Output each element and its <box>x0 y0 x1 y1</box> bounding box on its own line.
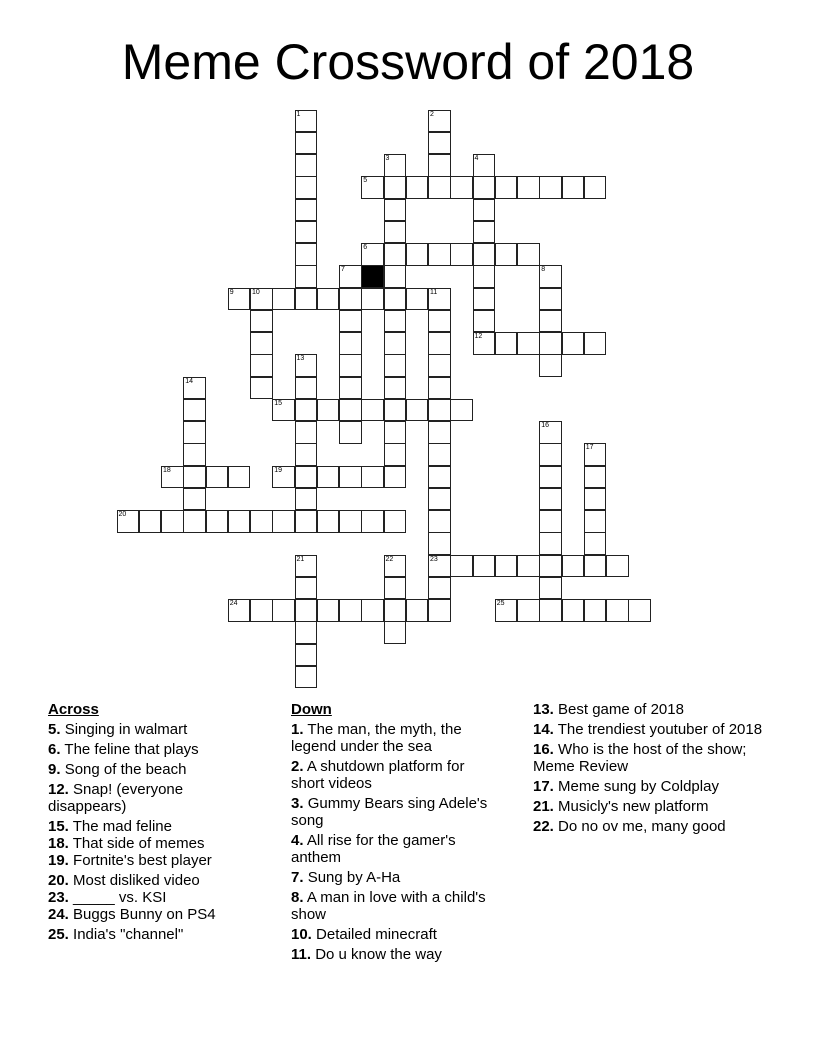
grid-cell[interactable] <box>384 310 407 333</box>
grid-cell[interactable] <box>361 399 384 422</box>
down-clues-continued <box>533 701 763 838</box>
clue-across: 24. Buggs Bunny on PS4 <box>48 906 216 923</box>
clue-number: 15 <box>274 399 283 407</box>
clue-number: 11 <box>430 288 438 296</box>
grid-cell[interactable] <box>272 399 295 422</box>
grid-cell[interactable] <box>539 421 562 444</box>
grid-cell[interactable] <box>428 132 451 155</box>
grid-cell[interactable] <box>584 176 607 199</box>
clue-down: 17. Meme sung by Coldplay <box>533 778 719 795</box>
clue-number: 17 <box>585 444 594 452</box>
clue-across: 25. India's "channel" <box>48 926 184 943</box>
grid-cell[interactable] <box>272 288 295 311</box>
across-clues <box>48 701 258 946</box>
grid-cell[interactable] <box>428 399 451 422</box>
grid-cell[interactable] <box>295 154 318 177</box>
down-heading: Down <box>291 701 332 718</box>
grid-cell[interactable] <box>428 354 451 377</box>
grid-cell[interactable] <box>584 532 607 555</box>
grid-cell[interactable] <box>339 466 362 489</box>
grid-cell[interactable] <box>295 243 318 266</box>
grid-cell[interactable] <box>473 310 496 333</box>
grid-cell[interactable] <box>295 110 318 133</box>
clue-number: 20 <box>118 511 127 518</box>
grid-cell[interactable] <box>539 310 562 333</box>
grid-cell[interactable] <box>384 332 407 355</box>
clue-number: 4 <box>474 155 479 162</box>
grid-cell[interactable] <box>384 176 407 199</box>
clue-number: 19 <box>274 466 283 474</box>
grid-cell[interactable] <box>339 599 362 622</box>
clue-number: 25 <box>496 600 505 607</box>
grid-cell[interactable] <box>406 288 429 311</box>
grid-cell[interactable] <box>250 599 273 622</box>
grid-cell[interactable] <box>295 399 318 422</box>
clue-down: 11. Do u know the way <box>291 946 442 963</box>
clue-down: 14. The trendiest youtuber of 2018 <box>533 721 763 738</box>
clue-down: 16. Who is the host of the show; Meme Review <box>533 741 747 775</box>
grid-cell[interactable] <box>161 510 184 533</box>
grid-cell[interactable] <box>117 510 140 533</box>
grid-cell[interactable] <box>473 555 496 578</box>
grid-cell[interactable] <box>295 132 318 155</box>
grid-cell[interactable] <box>295 354 318 377</box>
grid-cell[interactable] <box>539 354 562 377</box>
clue-across: 18. That side of memes <box>48 835 205 852</box>
grid-cell[interactable] <box>517 599 540 622</box>
across-heading: Across <box>48 701 99 718</box>
grid-cell[interactable] <box>384 354 407 377</box>
grid-cell[interactable] <box>584 466 607 489</box>
grid-cell[interactable] <box>295 644 318 667</box>
grid-cell[interactable] <box>339 354 362 377</box>
grid-cell[interactable] <box>295 599 318 622</box>
grid-cell[interactable] <box>406 599 429 622</box>
clue-down: 22. Do no ov me, many good <box>533 818 726 835</box>
clue-number: 7 <box>341 266 345 274</box>
grid-cell[interactable] <box>250 510 273 533</box>
grid-cell[interactable] <box>206 510 229 533</box>
grid-cell[interactable] <box>428 555 451 578</box>
grid-cell[interactable] <box>206 466 229 489</box>
grid-cell[interactable] <box>384 399 407 422</box>
grid-cell[interactable] <box>428 288 451 311</box>
grid-cell[interactable] <box>517 243 540 266</box>
grid-cell[interactable] <box>339 377 362 400</box>
grid-cell[interactable] <box>183 488 206 511</box>
grid-cell[interactable] <box>517 176 540 199</box>
grid-cell[interactable] <box>584 555 607 578</box>
grid-cell[interactable] <box>539 532 562 555</box>
clue-down: 10. Detailed minecraft <box>291 926 437 943</box>
grid-cell[interactable] <box>183 510 206 533</box>
grid-cell[interactable] <box>317 288 340 311</box>
clue-across: 6. The feline that plays <box>48 741 199 758</box>
grid-cell[interactable] <box>428 599 451 622</box>
grid-cell[interactable] <box>228 599 251 622</box>
grid-cell[interactable] <box>584 488 607 511</box>
grid-cell[interactable] <box>428 488 451 511</box>
grid-cell[interactable] <box>361 176 384 199</box>
grid-cell[interactable] <box>473 243 496 266</box>
grid-cell[interactable] <box>539 443 562 466</box>
grid-cell[interactable] <box>361 599 384 622</box>
grid-cell[interactable] <box>428 377 451 400</box>
grid-cell[interactable] <box>473 265 496 288</box>
grid-cell[interactable] <box>361 243 384 266</box>
grid-cell[interactable] <box>428 577 451 600</box>
grid-cell[interactable] <box>339 332 362 355</box>
down-clues <box>291 701 501 966</box>
grid-cell[interactable] <box>361 510 384 533</box>
grid-cell[interactable] <box>428 310 451 333</box>
grid-cell[interactable] <box>295 466 318 489</box>
grid-cell[interactable] <box>495 332 518 355</box>
grid-cell[interactable] <box>428 154 451 177</box>
grid-cell[interactable] <box>406 176 429 199</box>
grid-cell[interactable] <box>539 466 562 489</box>
clue-across: 15. The mad feline <box>48 818 172 835</box>
grid-cell[interactable] <box>250 354 273 377</box>
grid-cell[interactable] <box>539 510 562 533</box>
grid-cell[interactable] <box>272 510 295 533</box>
grid-cell[interactable] <box>495 599 518 622</box>
grid-cell[interactable] <box>428 176 451 199</box>
clue-number: 5 <box>363 177 368 185</box>
grid-cell[interactable] <box>384 555 407 578</box>
grid-cell[interactable] <box>228 288 251 311</box>
grid-cell[interactable] <box>183 421 206 444</box>
grid-cell[interactable] <box>406 243 429 266</box>
clue-across: 9. Song of the beach <box>48 761 187 778</box>
grid-cell[interactable] <box>272 466 295 489</box>
grid-cell[interactable] <box>139 510 162 533</box>
grid-cell[interactable] <box>428 510 451 533</box>
clue-number: 8 <box>541 266 546 274</box>
grid-cell[interactable] <box>250 288 273 311</box>
grid-cell[interactable] <box>450 176 473 199</box>
grid-cell[interactable] <box>539 488 562 511</box>
clue-down: 4. All rise for the gamer's anthem <box>291 832 456 866</box>
grid-cell[interactable] <box>562 332 585 355</box>
grid-cell[interactable] <box>517 555 540 578</box>
grid-cell[interactable] <box>384 421 407 444</box>
grid-cell[interactable] <box>473 288 496 311</box>
grid-cell[interactable] <box>562 555 585 578</box>
clue-down: 13. Best game of 2018 <box>533 701 684 718</box>
grid-cell[interactable] <box>339 421 362 444</box>
grid-cell[interactable] <box>361 466 384 489</box>
grid-cell[interactable] <box>562 176 585 199</box>
grid-cell[interactable] <box>450 555 473 578</box>
grid-cell[interactable] <box>473 332 496 355</box>
black-square <box>361 265 384 288</box>
grid-cell[interactable] <box>384 154 407 177</box>
grid-cell[interactable] <box>384 599 407 622</box>
grid-cell[interactable] <box>384 577 407 600</box>
grid-cell[interactable] <box>384 199 407 222</box>
grid-cell[interactable] <box>428 110 451 133</box>
clue-number: 1 <box>296 110 301 118</box>
grid-cell[interactable] <box>539 176 562 199</box>
clue-number: 23 <box>430 555 438 563</box>
grid-cell[interactable] <box>384 288 407 311</box>
grid-cell[interactable] <box>339 399 362 422</box>
grid-cell[interactable] <box>384 510 407 533</box>
clue-number: 14 <box>185 377 194 385</box>
grid-cell[interactable] <box>473 154 496 177</box>
grid-cell[interactable] <box>584 332 607 355</box>
clue-down: 7. Sung by A-Ha <box>291 869 401 886</box>
grid-cell[interactable] <box>584 510 607 533</box>
grid-cell[interactable] <box>295 199 318 222</box>
clue-down: 3. Gummy Bears sing Adele's song <box>291 795 488 829</box>
grid-cell[interactable] <box>161 466 184 489</box>
grid-cell[interactable] <box>295 377 318 400</box>
grid-cell[interactable] <box>384 243 407 266</box>
grid-cell[interactable] <box>539 577 562 600</box>
grid-cell[interactable] <box>428 532 451 555</box>
grid-cell[interactable] <box>295 421 318 444</box>
grid-cell[interactable] <box>228 466 251 489</box>
grid-cell[interactable] <box>361 288 384 311</box>
clue-down: 8. A man in love with a child's show <box>291 889 486 923</box>
clue-across: 12. Snap! (everyone disappears) <box>48 781 184 815</box>
grid-cell[interactable] <box>473 199 496 222</box>
grid-cell[interactable] <box>606 555 629 578</box>
clue-across: 5. Singing in walmart <box>48 721 188 738</box>
grid-cell[interactable] <box>450 399 473 422</box>
clue-number: 10 <box>252 288 260 296</box>
grid-cell[interactable] <box>339 310 362 333</box>
clue-number: 21 <box>296 555 305 563</box>
grid-cell[interactable] <box>584 599 607 622</box>
grid-cell[interactable] <box>539 555 562 578</box>
grid-cell[interactable] <box>317 599 340 622</box>
clue-down: 21. Musicly's new platform <box>533 798 709 815</box>
grid-cell[interactable] <box>295 288 318 311</box>
grid-cell[interactable] <box>384 466 407 489</box>
grid-cell[interactable] <box>384 621 407 644</box>
grid-cell[interactable] <box>406 399 429 422</box>
grid-cell[interactable] <box>584 443 607 466</box>
grid-cell[interactable] <box>495 243 518 266</box>
grid-cell[interactable] <box>428 243 451 266</box>
grid-cell[interactable] <box>428 466 451 489</box>
grid-cell[interactable] <box>628 599 651 622</box>
grid-cell[interactable] <box>339 288 362 311</box>
clue-number: 2 <box>430 110 434 118</box>
grid-cell[interactable] <box>295 176 318 199</box>
grid-cell[interactable] <box>183 377 206 400</box>
clue-down: 2. A shutdown platform for short videos <box>291 758 465 792</box>
grid-cell[interactable] <box>562 599 585 622</box>
clue-across: 19. Fortnite's best player <box>48 852 212 869</box>
clue-number: 22 <box>385 555 394 563</box>
clue-number: 12 <box>474 333 483 340</box>
grid-cell[interactable] <box>295 666 318 689</box>
clue-number: 3 <box>385 155 390 162</box>
grid-cell[interactable] <box>517 332 540 355</box>
clue-number: 9 <box>229 288 234 296</box>
grid-cell[interactable] <box>295 265 318 288</box>
grid-cell[interactable] <box>295 621 318 644</box>
grid-cell[interactable] <box>539 599 562 622</box>
grid-cell[interactable] <box>317 510 340 533</box>
grid-cell[interactable] <box>428 332 451 355</box>
grid-cell[interactable] <box>606 599 629 622</box>
grid-cell[interactable] <box>473 221 496 244</box>
clue-number: 16 <box>541 422 550 429</box>
grid-cell[interactable] <box>339 265 362 288</box>
grid-cell[interactable] <box>450 243 473 266</box>
grid-cell[interactable] <box>295 555 318 578</box>
grid-cell[interactable] <box>317 466 340 489</box>
clue-across: 20. Most disliked video <box>48 872 200 889</box>
grid-cell[interactable] <box>384 377 407 400</box>
grid-cell[interactable] <box>539 288 562 311</box>
grid-cell[interactable] <box>183 443 206 466</box>
grid-cell[interactable] <box>539 265 562 288</box>
clue-number: 18 <box>163 466 171 474</box>
grid-cell[interactable] <box>250 310 273 333</box>
grid-cell[interactable] <box>250 332 273 355</box>
grid-cell[interactable] <box>384 221 407 244</box>
clue-number: 13 <box>296 355 305 363</box>
grid-cell[interactable] <box>339 510 362 533</box>
grid-cell[interactable] <box>495 555 518 578</box>
grid-cell[interactable] <box>295 577 318 600</box>
grid-cell[interactable] <box>183 466 206 489</box>
clue-number: 24 <box>229 600 238 607</box>
grid-cell[interactable] <box>428 421 451 444</box>
grid-cell[interactable] <box>428 443 451 466</box>
grid-cell[interactable] <box>495 176 518 199</box>
grid-cell[interactable] <box>183 399 206 422</box>
clue-down: 1. The man, the myth, the legend under the sea <box>291 721 462 755</box>
grid-cell[interactable] <box>317 399 340 422</box>
clue-number: 6 <box>363 244 368 251</box>
grid-cell[interactable] <box>384 443 407 466</box>
clue-across: 23. _____ vs. KSI <box>48 889 167 906</box>
grid-cell[interactable] <box>384 265 407 288</box>
grid-cell[interactable] <box>473 176 496 199</box>
grid-cell[interactable] <box>295 443 318 466</box>
grid-cell[interactable] <box>228 510 251 533</box>
grid-cell[interactable] <box>295 488 318 511</box>
grid-cell[interactable] <box>295 221 318 244</box>
grid-cell[interactable] <box>272 599 295 622</box>
page-title: Meme Crossword of 2018 <box>121 34 695 90</box>
grid-cell[interactable] <box>539 332 562 355</box>
grid-cell[interactable] <box>250 377 273 400</box>
grid-cell[interactable] <box>295 510 318 533</box>
